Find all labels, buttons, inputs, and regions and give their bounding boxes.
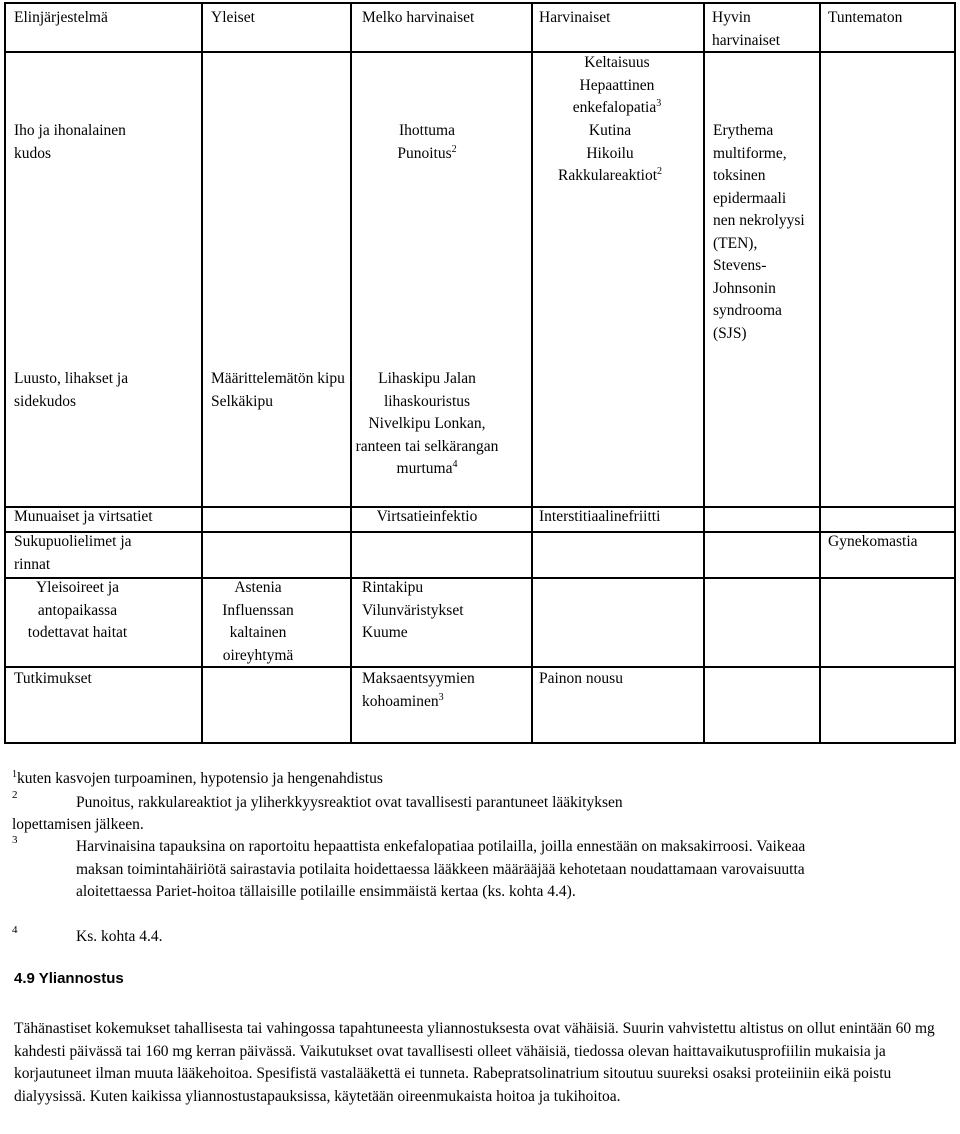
row-divider [6,51,954,53]
column-divider [819,4,821,742]
column-divider [703,4,705,742]
cell-iho-hyvin: Erythema multiforme, toksinen epidermaali nen nekrolyysi (TEN), Stevens-Johnsonin syndrooma (SJS) [713,122,805,342]
header-harvinaiset: Harvinaiset [539,9,611,26]
cell-luusto-yleiset: Määrittelemätön kipu Selkäkipu [211,370,345,410]
footnote-4-number: 4 [12,924,18,936]
organ-luusto: Luusto, lihakset ja sidekudos [14,370,129,410]
cell-tutkimukset-melko: Maksaentsyymien kohoaminen$^3$ [362,670,475,710]
cell-iho-melko: Ihottuma Punoitus$^2$ [397,122,457,162]
cell-sukupuoli-tunt: Gynekomastia [828,533,918,550]
organ-tutkimukset: Tutkimukset [14,670,92,687]
organ-iho: Iho ja ihonalainen kudos [14,122,126,162]
cell-yleisoireet-melko: Rintakipu Vilunväristykset Kuume [362,579,464,641]
header-elinjarjestelma: Elinjärjestelmä [14,9,108,26]
footnote-2-number: 2 [12,789,18,801]
footnote-2: Punoitus, rakkulareaktiot ja yliherkkyysreaktiot ovat tavallisesti parantuneet lääkityksen [76,794,623,811]
header-yleiset: Yleiset [211,9,255,26]
section-heading: 4.9 Yliannostus [14,970,124,987]
cell-iho-harv: Kutina Hikoilu Rakkulareaktiot$^2$ [558,122,662,184]
footnote-4: Ks. kohta 4.4. [76,928,163,945]
footnote-2-cont: lopettamisen jälkeen. [12,816,144,833]
header-hyvin-harvinaiset: Hyvin harvinaiset [712,9,781,49]
cell-tutkimukset-harv: Painon nousu [539,670,623,687]
footnote-1: $^1$kuten kasvojen turpoaminen, hypotensio ja hengenahdistus [12,768,383,787]
organ-munuaiset: Munuaiset ja virtsatiet [14,508,153,525]
organ-yleisoireet: Yleisoireet ja antopaikassa todettavat haitat [27,579,128,641]
organ-sukupuoli: Sukupuolielimet ja rinnat [14,533,132,573]
footnote-3-number: 3 [12,834,18,846]
adverse-reactions-table [4,2,956,744]
section-paragraph: Tähänastiset kokemukset tahallisesta tai vahingossa tapahtuneesta yliannostuksesta ovat vähäisiä. Suurin vahvistettu altistus on ollut enintään 60 mg kahdesti päivässä tai 160 mg kerran päivässä. Vaikutukset ovat tavallisesti olleet vähäisiä, tiedossa olevan haittavaikutusprofiilin mukaisia ja korjautuneet ilman muuta lääkehoitoa. Spesifistä vastalääkettä ei tunneta. Rabepratsolinatrium sitoutuu suureksi osaksi proteiiniin eikä poistu dialyysissä. Kuten kaikissa yliannostustapauksissa, käytetään oireenmukaista hoitoa ja tukihoitoa. [14,1020,935,1105]
header-melko-harvinaiset: Melko harvinaiset [362,9,475,26]
cell-yleisoireet-yleiset: Astenia Influenssan kaltainen oireyhtymä [222,579,294,664]
cell-munuaiset-harv: Interstitiaalinefriitti [539,508,661,525]
cell-iho-harv-top: Keltaisuus Hepaattinen enkefalopatia$^3$ [572,54,662,116]
header-tuntematon: Tuntematon [828,9,903,26]
footnote-3: Harvinaisina tapauksina on raportoitu hepaattista enkefalopatiaa potilailla, joilla ennestään on maksakirroosi. Vaikeaa maksan toimintahäiriötä sairastavia potilaita hoidettaessa lääkkeen määrääjää kehotetaan noudattamaan varovaisuutta aloitettaessa Pariet-hoitoa tällaisille potilaille ensimmäistä kertaa (ks. kohta 4.4). [76,838,806,900]
cell-munuaiset-melko: Virtsatieinfektio [376,508,478,525]
cell-luusto-melko: Lihaskipu Jalan lihaskouristus Nivelkipu Lonkan, ranteen tai selkärangan murtuma$^4$ [355,370,499,477]
